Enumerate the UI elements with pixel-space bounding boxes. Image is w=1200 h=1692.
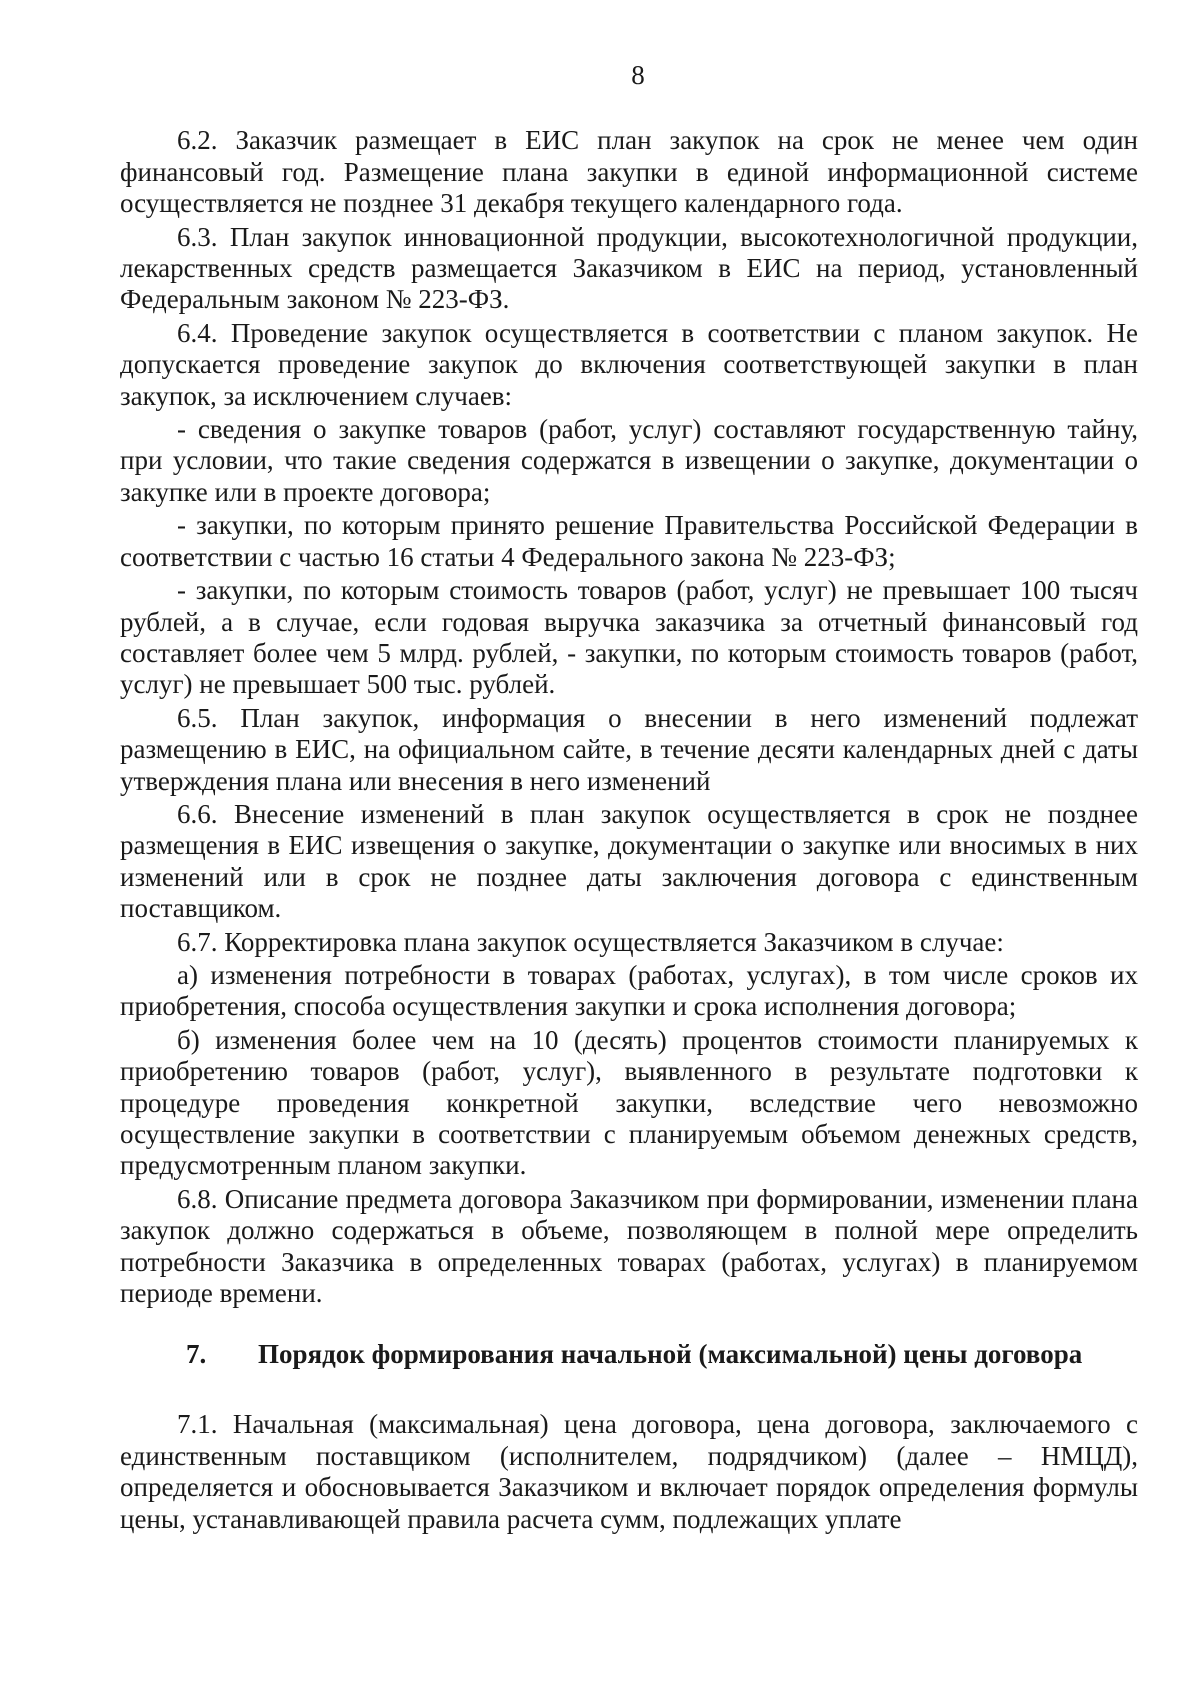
section-heading	[120, 1339, 1138, 1373]
document-page	[120, 60, 1138, 1537]
paragraph-6-8: 6.8. Описание предмета договора Заказчиком при формировании, изменении плана закупок должно содержаться в объеме, позволяющем в полной мере определить потребности Заказчика в определенных товарах (работах, услугах) в планируемом периоде времени.	[120, 1183, 1138, 1309]
section-number: 7.	[186, 1339, 207, 1370]
section-7-body	[120, 1409, 1138, 1535]
section-title: Порядок формирования начальной (максимальной) цены договора	[258, 1339, 1083, 1370]
list-item-cost-threshold: - закупки, по которым стоимость товаров (работ, услуг) не превышает 100 тысяч рублей, а в случае, если годовая выручка заказчика за отчетный финансовый год составляет более чем 5 млрд. рублей, - закупки, по которым стоимость товаров (работ, услуг) не превышает 500 тыс. рублей.	[120, 575, 1138, 700]
list-item-state-secret: - сведения о закупке товаров (работ, услуг) составляют государственную тайну, при условии, что такие сведения содержатся в извещении о закупке, документации о закупке или в проекте договора;	[120, 414, 1138, 507]
paragraph-6-3: 6.3. План закупок инновационной продукции, высокотехнологичной продукции, лекарственных средств размещается Заказчиком в ЕИС на период, установленный Федеральным законом № 223-ФЗ.	[120, 221, 1138, 315]
paragraph-6-4: 6.4. Проведение закупок осуществляется в соответствии с планом закупок. Не допускается проведение закупок до включения соответствующей закупки в план закупок, за исключением случаев:	[120, 317, 1138, 411]
list-item-government-decision: - закупки, по которым принято решение Правительства Российской Федерации в соответствии с частью 16 статьи 4 Федерального закона № 223-ФЗ;	[120, 510, 1138, 572]
paragraph-6-7: 6.7. Корректировка плана закупок осуществляется Заказчиком в случае:	[177, 926, 1004, 957]
page-number: 8	[631, 60, 645, 90]
paragraph-6-6: 6.6. Внесение изменений в план закупок осуществляется в срок не позднее размещения в ЕИС извещения о закупке, документации о закупке или вносимых в них изменений или в срок не позднее даты заключения договора с единственным поставщиком.	[120, 798, 1138, 924]
list-item-a: а) изменения потребности в товарах (работах, услугах), в том числе сроков их приобретения, способа осуществления закупки и срока исполнения договора;	[120, 959, 1138, 1022]
paragraph-6-2: 6.2. Заказчик размещает в ЕИС план закупок на срок не менее чем один финансовый год. Размещение плана закупки в единой информационной системе осуществляется не позднее 31 декабря текущего календарного года.	[120, 125, 1138, 219]
list-item-b: б) изменения более чем на 10 (десять) процентов стоимости планируемых к приобретению товаров (работ, услуг), выявленного в результате подготовки к процедуре проведения конкретной закупки, вследствие чего невозможно осуществление закупки в соответствии с планируемым объемом денежных средств, предусмотренным планом закупки.	[120, 1024, 1138, 1181]
section-6-body	[120, 125, 1138, 1309]
paragraph-6-5: 6.5. План закупок, информация о внесении в него изменений подлежат размещению в ЕИС, на официальном сайте, в течение десяти календарных дней с даты утверждения плана или внесения в него изменений	[120, 702, 1138, 796]
paragraph-7-1: 7.1. Начальная (максимальная) цена договора, цена договора, заключаемого с единственным поставщиком (исполнителем, подрядчиком) (далее – НМЦД), определяется и обосновывается Заказчиком и включает порядок определения формулы цены, устанавливающей правила расчета сумм, подлежащих уплате	[120, 1409, 1138, 1534]
